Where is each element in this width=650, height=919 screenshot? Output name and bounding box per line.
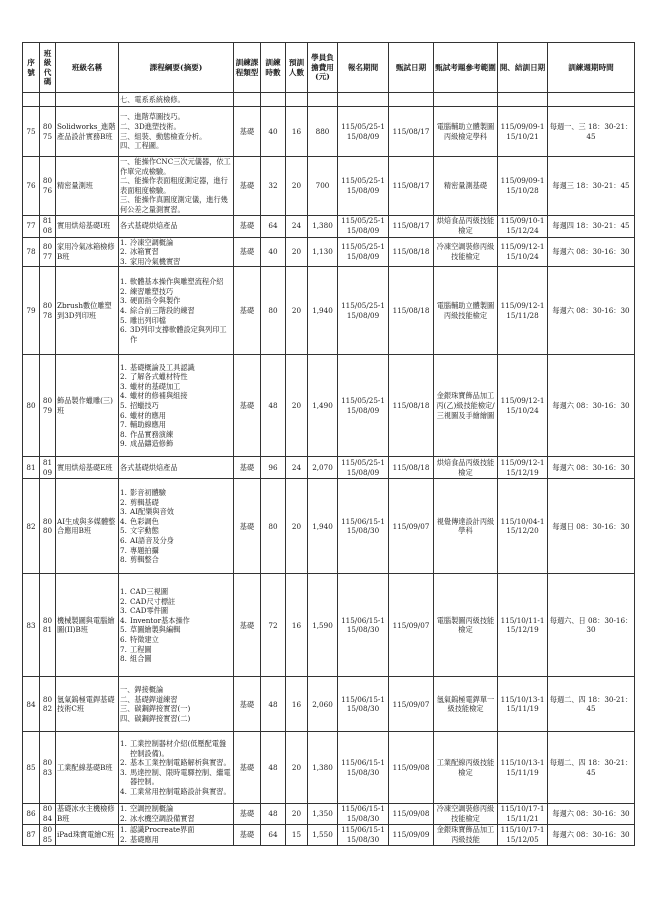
row-class-code: 8083 <box>40 732 56 804</box>
table-row <box>23 824 635 845</box>
table-row <box>23 732 635 804</box>
row-seq: 85 <box>23 732 40 804</box>
row-hours: 80 <box>261 267 286 355</box>
row-class-name: 機械製圖與電腦繪圖(II)B班 <box>56 574 119 677</box>
row-exam-scope: 冷凍空調裝修丙級技能檢定 <box>434 237 498 267</box>
row-train-type: 基礎 <box>234 824 261 845</box>
table-row <box>23 479 635 574</box>
row-train-type: 基礎 <box>234 107 261 157</box>
row-schedule: 每週六 08：30-16：30 <box>548 804 635 824</box>
row-class-name: 飾品製作蠟雕(三)班 <box>56 355 119 457</box>
row-fee: 880 <box>308 107 338 157</box>
row-capacity: 24 <box>286 215 308 237</box>
syllabus-item: 5. 文字動態 <box>120 526 159 536</box>
header-class-code: 班級代碼 <box>40 43 56 93</box>
syllabus-item: 3. AI配樂與音效 <box>120 507 174 517</box>
row-reg-period: 115/05/25-115/08/09 <box>338 457 389 479</box>
syllabus-item: 3. 蠟材的基礎加工 <box>120 381 181 391</box>
row-reg-period: 115/06/15-115/08/30 <box>338 574 389 677</box>
header-train-type: 訓練課程類型 <box>234 43 261 93</box>
syllabus-item: 2. 基礎應用 <box>120 834 159 844</box>
row-reg-period: 115/06/15-115/08/30 <box>338 804 389 824</box>
row-syllabus <box>119 355 234 457</box>
header-schedule: 訓練週期時間 <box>548 43 635 93</box>
row-fee: 700 <box>308 157 338 216</box>
row-seq: 80 <box>23 355 40 457</box>
row-fee: 1,380 <box>308 215 338 237</box>
row-class-name: iPad珠寶電繪C班 <box>56 824 119 845</box>
syllabus-item: 7. 專題拍攝 <box>120 545 159 555</box>
syllabus-item: 6. 特徵建立 <box>120 634 159 644</box>
row-schedule: 每週六 08：30-16：30 <box>548 267 635 355</box>
row-seq: 81 <box>23 457 40 479</box>
row-train-type: 基礎 <box>234 215 261 237</box>
row-reg-period: 115/05/25-115/08/09 <box>338 215 389 237</box>
row-exam-date: 115/08/17 <box>389 215 434 237</box>
row-exam-scope: 冷凍空調裝修丙級技能檢定 <box>434 804 498 824</box>
row-exam-date: 115/09/07 <box>389 677 434 732</box>
syllabus-item: 一、銲接概論 <box>120 685 164 695</box>
row-exam-scope: 金銀珠寶飾品加工丙級技能 <box>434 824 498 845</box>
table-row <box>23 677 635 732</box>
row-hours: 48 <box>261 355 286 457</box>
syllabus-item: 3. 馬達控制、限時電驛控制、繼電器控制。 <box>120 767 231 787</box>
header-syllabus: 課程綱要(摘要) <box>119 43 234 93</box>
row-class-name: 家用冷氣冰箱檢修B班 <box>56 237 119 267</box>
row-seq: 83 <box>23 574 40 677</box>
syllabus-item: 1. 冷凍空調概論 <box>120 237 174 247</box>
row-hours: 64 <box>261 824 286 845</box>
row-train-type: 基礎 <box>234 237 261 267</box>
table-row <box>23 267 635 355</box>
row-fee: 2,070 <box>308 457 338 479</box>
row-capacity: 20 <box>286 355 308 457</box>
row-fee: 1,380 <box>308 732 338 804</box>
header-capacity: 預訓人數 <box>286 43 308 93</box>
syllabus-item: 4. 色彩調色 <box>120 516 159 526</box>
row-exam-date: 115/08/17 <box>389 157 434 216</box>
row-exam-scope: 金銀珠寶飾品加工丙(乙)級技能檢定/三視圖及手繪繪圖 <box>434 355 498 457</box>
row-seq: 84 <box>23 677 40 732</box>
syllabus-item: 4. 蠟材的修補與組接 <box>120 391 188 401</box>
row-exam-scope: 視覺傳達設計丙級學科 <box>434 479 498 574</box>
course-table <box>22 42 635 846</box>
header-exam-scope: 甄試考題參考範圍 <box>434 43 498 93</box>
row-syllabus <box>119 157 234 216</box>
syllabus-item: 2. 剪輯基礎 <box>120 497 159 507</box>
syllabus-item: 2. CAD尺寸標註 <box>120 596 176 606</box>
table-row <box>23 215 635 237</box>
row-class-name: 實用烘焙基礎E班 <box>56 457 119 479</box>
row-class-code: 8108 <box>40 215 56 237</box>
row-syllabus <box>119 215 234 237</box>
row-seq: 79 <box>23 267 40 355</box>
row-exam-scope: 精密量測基礎 <box>434 157 498 216</box>
row-syllabus <box>119 574 234 677</box>
syllabus-item: 1. 軟體基本操作與雕塑流程介紹 <box>120 277 224 287</box>
row-train-type: 基礎 <box>234 479 261 574</box>
syllabus-item: 8. 組合圖 <box>120 654 152 664</box>
syllabus-item: 6. AI語音及分身 <box>120 535 174 545</box>
row-start-end: 115/09/12-115/10/24 <box>498 355 548 457</box>
header-start-end: 開、結訓日期 <box>498 43 548 93</box>
row-exam-scope: 工業配線丙級技能檢定 <box>434 732 498 804</box>
continuation-syllabus: 七、電系系統檢修。 <box>119 93 234 107</box>
row-exam-scope: 氬氣鎢極電銲單一級技能檢定 <box>434 677 498 732</box>
syllabus-item: 二、3D進塑技術。 <box>120 121 181 131</box>
row-syllabus <box>119 107 234 157</box>
row-seq: 86 <box>23 804 40 824</box>
row-reg-period: 115/05/25-115/08/09 <box>338 237 389 267</box>
table-row <box>23 157 635 216</box>
row-schedule: 每週一、三 18：30-21：45 <box>548 107 635 157</box>
table-row <box>23 237 635 267</box>
row-capacity: 16 <box>286 574 308 677</box>
row-capacity: 16 <box>286 677 308 732</box>
row-schedule: 每週三 18：30-21：45 <box>548 157 635 216</box>
row-exam-scope: 電腦輔助立體製圖丙級檢定學科 <box>434 107 498 157</box>
row-seq: 82 <box>23 479 40 574</box>
row-class-code: 8084 <box>40 804 56 824</box>
row-schedule: 每週六 08：30-16：30 <box>548 237 635 267</box>
row-exam-date: 115/08/18 <box>389 457 434 479</box>
row-class-name: Zbrush數位雕塑到3D列印班 <box>56 267 119 355</box>
syllabus-item: 三、能操作真圓度測定儀，進行幾何公差之量測實習。 <box>120 195 228 214</box>
row-syllabus <box>119 267 234 355</box>
row-capacity: 20 <box>286 267 308 355</box>
row-hours: 80 <box>261 479 286 574</box>
row-schedule: 每週二、四 18：30-21：45 <box>548 732 635 804</box>
row-exam-date: 115/08/18 <box>389 355 434 457</box>
syllabus-item: 7. 輔助線應用 <box>120 420 166 430</box>
header-row <box>23 43 635 93</box>
row-reg-period: 115/06/15-115/08/30 <box>338 732 389 804</box>
syllabus-item: 9. 成品鑄造修飾 <box>120 439 174 449</box>
syllabus-item: 各式基礎烘焙產品 <box>120 221 178 231</box>
row-class-name: 實用烘焙基礎I班 <box>56 215 119 237</box>
syllabus-item: 1. 工業控制器材介紹(低壓配電盤控制設備)。 <box>120 739 227 758</box>
row-hours: 32 <box>261 157 286 216</box>
row-syllabus <box>119 824 234 845</box>
syllabus-item: 1. 影音初體驗 <box>120 487 166 497</box>
row-class-code: 8079 <box>40 355 56 457</box>
row-start-end: 115/10/11-115/12/19 <box>498 574 548 677</box>
syllabus-item: 1. 基礎概論及工具認識 <box>120 362 195 372</box>
table-row <box>23 457 635 479</box>
row-fee: 1,590 <box>308 574 338 677</box>
row-class-name: AI生成與多媒體整合應用B班 <box>56 479 119 574</box>
syllabus-item: 2. 冰水機空調設備實習 <box>120 813 195 823</box>
row-fee: 2,060 <box>308 677 338 732</box>
syllabus-item: 一、進階草圖技巧。 <box>120 112 185 122</box>
syllabus-item: 四、碳鋼銲接實習(二) <box>120 713 191 723</box>
row-class-name: 工業配線基礎B班 <box>56 732 119 804</box>
row-train-type: 基礎 <box>234 574 261 677</box>
row-hours: 48 <box>261 677 286 732</box>
row-hours: 40 <box>261 107 286 157</box>
row-hours: 40 <box>261 237 286 267</box>
table-row <box>23 355 635 457</box>
row-start-end: 115/09/12-115/11/28 <box>498 267 548 355</box>
row-reg-period: 115/06/15-115/08/30 <box>338 677 389 732</box>
syllabus-item: 6. 3D列印支撐軟體設定與列印工作 <box>120 325 227 344</box>
row-train-type: 基礎 <box>234 804 261 824</box>
row-exam-scope: 電腦製圖丙級技能檢定 <box>434 574 498 677</box>
row-hours: 48 <box>261 804 286 824</box>
row-fee: 1,940 <box>308 479 338 574</box>
row-syllabus <box>119 479 234 574</box>
syllabus-item: 6. 蠟材的應用 <box>120 410 166 420</box>
row-syllabus <box>119 457 234 479</box>
syllabus-item: 8. 剪輯整合 <box>120 555 159 565</box>
syllabus-item: 4. 綜合前三階段的練習 <box>120 306 195 316</box>
row-exam-date: 115/09/07 <box>389 479 434 574</box>
row-schedule: 每週二、四 18：30-21：45 <box>548 677 635 732</box>
row-capacity: 20 <box>286 237 308 267</box>
row-reg-period: 115/06/15-115/08/30 <box>338 479 389 574</box>
row-fee: 1,490 <box>308 355 338 457</box>
row-exam-date: 115/08/17 <box>389 107 434 157</box>
row-exam-date: 115/08/18 <box>389 267 434 355</box>
syllabus-item: 8. 作品實務演練 <box>120 429 174 439</box>
syllabus-item: 一、能操作CNC三次元儀器，依工作單完成檢驗。 <box>120 157 231 176</box>
row-start-end: 115/09/10-115/12/24 <box>498 215 548 237</box>
row-train-type: 基礎 <box>234 677 261 732</box>
header-seq: 序號 <box>23 43 40 93</box>
syllabus-item: 1. CAD三視圖 <box>120 586 169 596</box>
row-exam-scope: 烘焙食品丙級技能檢定 <box>434 215 498 237</box>
row-start-end: 115/10/17-115/12/05 <box>498 824 548 845</box>
row-seq: 75 <box>23 107 40 157</box>
syllabus-item: 3. CAD零件圖 <box>120 606 169 616</box>
row-exam-date: 115/09/08 <box>389 732 434 804</box>
row-start-end: 115/10/13-115/11/19 <box>498 677 548 732</box>
row-reg-period: 115/05/25-115/08/09 <box>338 267 389 355</box>
row-fee: 1,130 <box>308 237 338 267</box>
syllabus-item: 1. 認識Procreate界面 <box>120 824 195 834</box>
row-syllabus <box>119 732 234 804</box>
row-exam-date: 115/09/09 <box>389 824 434 845</box>
row-start-end: 115/10/04-115/12/20 <box>498 479 548 574</box>
header-fee: 學員負擔費用(元) <box>308 43 338 93</box>
row-class-code: 8080 <box>40 479 56 574</box>
row-start-end: 115/09/09-115/10/21 <box>498 107 548 157</box>
row-start-end: 115/09/09-115/10/28 <box>498 157 548 216</box>
row-syllabus <box>119 677 234 732</box>
row-exam-scope: 烘焙食品丙級技能檢定 <box>434 457 498 479</box>
syllabus-item: 4. 工業常用控制電路設計與實習。 <box>120 787 231 797</box>
row-class-name: Solidworks_進階產品設計實務B班 <box>56 107 119 157</box>
row-capacity: 15 <box>286 824 308 845</box>
row-seq: 87 <box>23 824 40 845</box>
row-exam-date: 115/08/18 <box>389 237 434 267</box>
row-schedule: 每週六 08：30-16：30 <box>548 457 635 479</box>
header-class-name: 班級名稱 <box>56 43 119 93</box>
row-schedule: 每週六 08：30-16：30 <box>548 824 635 845</box>
continuation-row <box>23 93 635 107</box>
row-class-code: 8078 <box>40 267 56 355</box>
row-exam-date: 115/09/07 <box>389 574 434 677</box>
header-reg-period: 報名期間 <box>338 43 389 93</box>
row-syllabus <box>119 237 234 267</box>
row-train-type: 基礎 <box>234 267 261 355</box>
row-class-code: 8077 <box>40 237 56 267</box>
syllabus-item: 3. 家用冷氣機實習 <box>120 256 181 266</box>
row-class-name: 基礎冰水主機檢修B班 <box>56 804 119 824</box>
row-train-type: 基礎 <box>234 355 261 457</box>
table-row <box>23 804 635 824</box>
syllabus-item: 5. 草圖繪製與編輯 <box>120 625 181 635</box>
row-reg-period: 115/05/25-115/08/09 <box>338 355 389 457</box>
syllabus-item: 2. 練習雕塑技巧 <box>120 286 174 296</box>
row-reg-period: 115/06/15-115/08/30 <box>338 824 389 845</box>
row-capacity: 20 <box>286 804 308 824</box>
syllabus-item: 各式基礎烘焙產品 <box>120 463 178 473</box>
syllabus-item: 1. 空調控制概論 <box>120 804 174 814</box>
row-start-end: 115/10/17-115/11/21 <box>498 804 548 824</box>
syllabus-item: 二、能操作表面粗度測定器，進行表面粗度檢驗。 <box>120 176 228 195</box>
row-start-end: 115/10/13-115/11/19 <box>498 732 548 804</box>
row-class-code: 8109 <box>40 457 56 479</box>
row-exam-scope: 電腦輔助立體製圖丙級技能檢定 <box>434 267 498 355</box>
row-fee: 1,350 <box>308 804 338 824</box>
row-reg-period: 115/05/25-115/08/09 <box>338 157 389 216</box>
row-fee: 1,550 <box>308 824 338 845</box>
row-fee: 1,940 <box>308 267 338 355</box>
row-schedule: 每週六、日 08：30-16：30 <box>548 574 635 677</box>
syllabus-item: 2. 了解各式蠟材特性 <box>120 372 188 382</box>
row-class-code: 8075 <box>40 107 56 157</box>
row-seq: 78 <box>23 237 40 267</box>
row-schedule: 每週四 18：30-21：45 <box>548 215 635 237</box>
row-capacity: 24 <box>286 457 308 479</box>
syllabus-item: 2. 基本工業控制電路解析與實習。 <box>120 758 231 768</box>
syllabus-item: 三、碳鋼銲接實習(一) <box>120 704 191 714</box>
row-seq: 77 <box>23 215 40 237</box>
row-capacity: 20 <box>286 157 308 216</box>
syllabus-item: 3. 硬面指令與製作 <box>120 296 181 306</box>
row-capacity: 20 <box>286 732 308 804</box>
header-hours: 訓練時數 <box>261 43 286 93</box>
course-table-page <box>22 42 634 846</box>
row-class-code: 8085 <box>40 824 56 845</box>
row-class-code: 8082 <box>40 677 56 732</box>
header-exam-date: 甄試日期 <box>389 43 434 93</box>
row-syllabus <box>119 804 234 824</box>
row-schedule: 每週日 08：30-16：30 <box>548 479 635 574</box>
table-row <box>23 107 635 157</box>
syllabus-item: 7. 工程圖 <box>120 644 152 654</box>
syllabus-item: 四、工程圖。 <box>120 141 164 151</box>
row-class-name: 精密量測班 <box>56 157 119 216</box>
syllabus-item: 三、組裝、動態檢查分析。 <box>120 131 207 141</box>
row-capacity: 20 <box>286 479 308 574</box>
row-class-code: 8076 <box>40 157 56 216</box>
row-hours: 48 <box>261 732 286 804</box>
row-hours: 96 <box>261 457 286 479</box>
row-hours: 72 <box>261 574 286 677</box>
row-train-type: 基礎 <box>234 732 261 804</box>
row-train-type: 基礎 <box>234 457 261 479</box>
row-hours: 64 <box>261 215 286 237</box>
row-train-type: 基礎 <box>234 157 261 216</box>
table-row <box>23 574 635 677</box>
row-start-end: 115/09/12-115/12/19 <box>498 457 548 479</box>
row-reg-period: 115/05/25-115/08/09 <box>338 107 389 157</box>
row-capacity: 16 <box>286 107 308 157</box>
row-class-name: 氬氣鎢極電銲基礎技術C班 <box>56 677 119 732</box>
row-start-end: 115/09/12-115/10/24 <box>498 237 548 267</box>
syllabus-item: 二、基礎銲道練習 <box>120 694 178 704</box>
syllabus-item: 5. 雕出列印檔 <box>120 315 166 325</box>
syllabus-item: 2. 冰箱實習 <box>120 247 159 257</box>
row-seq: 76 <box>23 157 40 216</box>
row-exam-date: 115/09/08 <box>389 804 434 824</box>
syllabus-item: 5. 招蠟技巧 <box>120 401 159 411</box>
row-schedule: 每週六 08：30-16：30 <box>548 355 635 457</box>
row-class-code: 8081 <box>40 574 56 677</box>
syllabus-item: 4. Inventor基本操作 <box>120 615 190 625</box>
